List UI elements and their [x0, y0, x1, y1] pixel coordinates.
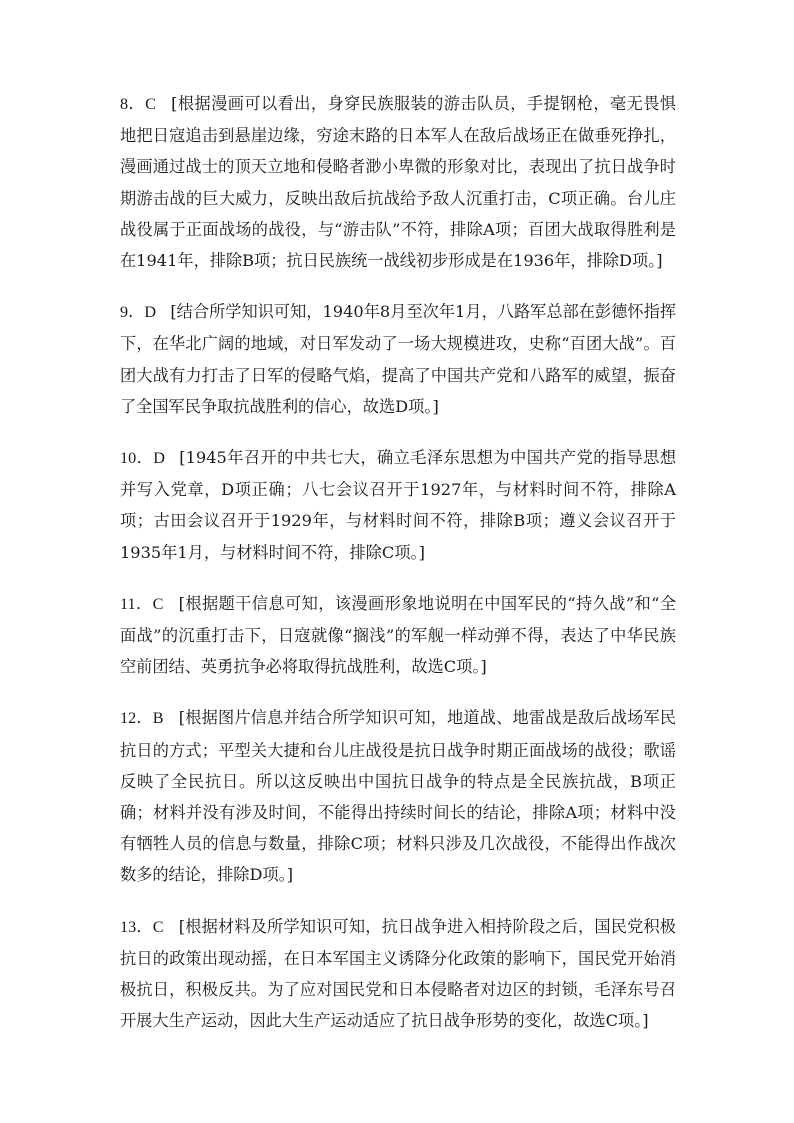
answer-item-13 [120, 911, 676, 1037]
answer-option: C [152, 594, 164, 613]
answer-option: B [152, 709, 164, 728]
question-number: 12． [120, 709, 153, 728]
question-number: 13． [120, 917, 153, 936]
answer-option: D [153, 449, 165, 468]
answer-option: C [152, 917, 164, 936]
answer-explanation: [结合所学知识可知，1940年8月至次年1月，八路军总部在彭德怀指挥下，在华北广阔的地域，对日军发动了一场大规模进攻，史称“百团大战”。百团大战有力打击了日军的侵略气焰，提高了中国共产党和八路军的威望，振奋了全国军民争取抗战胜利的信心，故选D项。] [120, 302, 677, 416]
answer-explanation: [根据漫画可以看出，身穿民族服装的游击队员，手提钢枪，毫无畏惧地把日寇追击到悬崖边缘，穷途末路的日本军人在敌后战场正在做垂死挣扎，漫画通过战士的顶天立地和侵略者渺小卑微的形象对比，表现出了抗日战争时期游击战的巨大威力，反映出敌后抗战给予敌人沉重打击，C项正确。台儿庄战役属于正面战场的战役，与“游击队”不符，排除A项；百团大战取得胜利是在1941年，排除B项；抗日民族统一战线初步形成是在1936年，排除D项。] [120, 94, 676, 271]
answer-item-8 [120, 88, 676, 276]
answer-explanation: [根据题干信息可知，该漫画形象地说明在中国军民的“持久战”和“全面战”的沉重打击下，日寇就像“搁浅”的军舰一样动弹不得，表达了中华民族空前团结、英勇抗争必将取得抗战胜利，故选C项。] [120, 593, 677, 677]
answer-option: D [144, 303, 157, 322]
answer-explanation: [1945年召开的中共七大，确立毛泽东思想为中国共产党的指导思想并写入党章，D项正确；八七会议召开于1927年，与材料时间不符，排除A项；古田会议召开于1929年，与材料时间不符，排除B项；遵义会议召开于1935年1月，与材料时间不符，排除C项。] [120, 448, 677, 562]
answer-option: C [145, 95, 156, 113]
question-number: 11． [120, 594, 153, 613]
question-number: 8． [120, 95, 146, 113]
answer-key-page [120, 88, 676, 1056]
answer-explanation: [根据材料及所学知识可知，抗日战争进入相持阶段之后，国民党积极抗日的政策出现动摇，在日本军国主义诱降分化政策的影响下，国民党开始消极抗日，积极反共。为了应对国民党和日本侵略者对边区的封锁，毛泽东号召开展大生产运动，因此大生产运动适应了抗日战争形势的变化，故选C项。] [120, 916, 676, 1031]
question-number: 10． [120, 449, 154, 468]
answer-item-9 [120, 296, 676, 422]
answer-item-10 [120, 442, 676, 568]
answer-explanation: [根据图片信息并结合所学知识可知，地道战、地雷战是敌后战场军民抗日的方式；平型关大捷和台儿庄战役是抗日战争时期正面战场的战役；歌谣反映了全民抗日。所以这反映出中国抗日战争的特点是全民族抗战，B项正确；材料并没有涉及时间，不能得出持续时间长的结论，排除A项；材料中没有牺牲人员的信息与数量，排除C项；材料只涉及几次战役，不能得出作战次数多的结论，排除D项。] [120, 708, 676, 885]
answer-item-11 [120, 588, 676, 683]
answer-item-12 [120, 702, 676, 890]
question-number: 9． [120, 303, 145, 322]
